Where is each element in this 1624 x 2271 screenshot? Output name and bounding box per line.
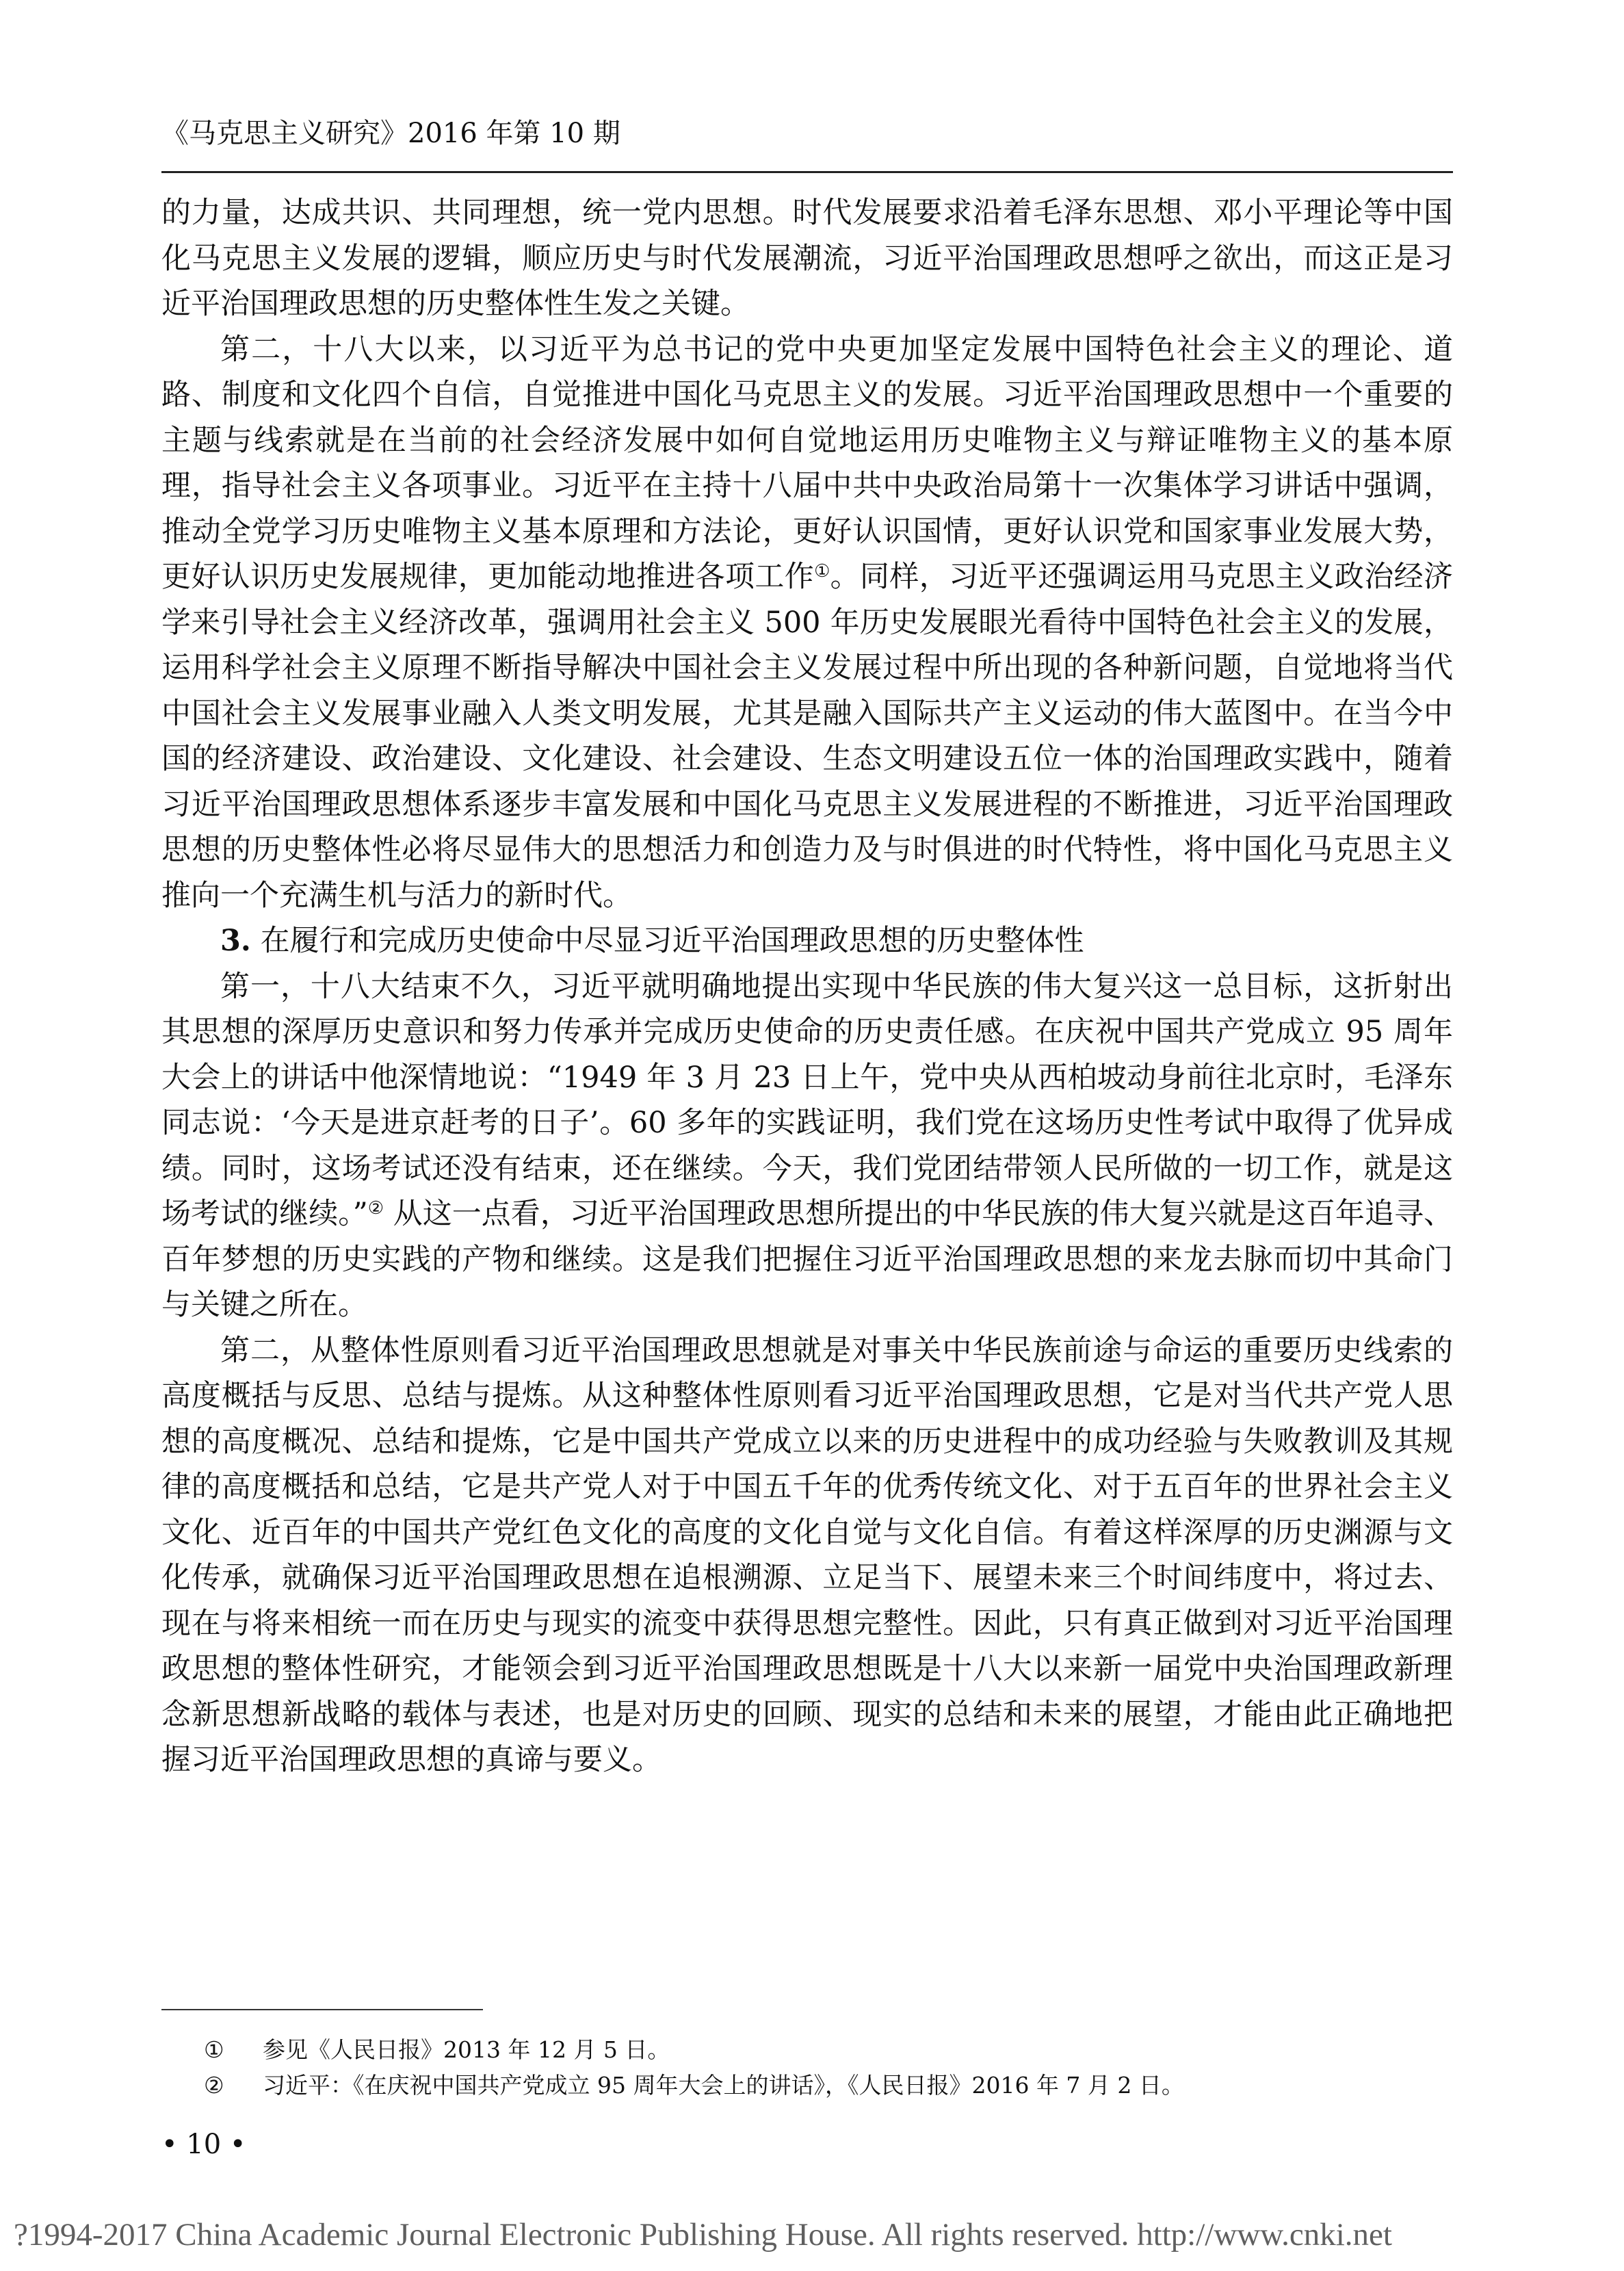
article-body [161, 190, 1453, 1783]
paragraph-3 [161, 964, 1453, 1328]
copyright-watermark: ?1994-2017 China Academic Journal Electronic Publishing House. All rights reserved. http://www.cnki.net [14, 2217, 1392, 2253]
header-rule [161, 171, 1453, 173]
footnote-separator [161, 2009, 483, 2010]
footnote-2 [161, 2068, 1453, 2103]
paragraph-3-text-b: 从这一点看，习近平治国理政思想所提出的中华民族的伟大复兴就是这百年追寻、百年梦想的历史实践的产物和继续。这是我们把握住习近平治国理政思想的来龙去脉而切中其命门与关键之所在。 [161, 1197, 1453, 1322]
page-number: • 10 • [161, 2129, 246, 2160]
footnote-2-mark: ② [204, 2072, 224, 2099]
paragraph-3-text-a: 第一，十八大结束不久，习近平就明确地提出实现中华民族的伟大复兴这一总目标，这折射出其思想的深厚历史意识和努力传承并完成历史使命的历史责任感。在庆祝中国共产党成立 95 周年大会上的讲话中他深情地说：“1949 年 3 月 23 日上午，党中央从西柏坡动身前往北京时，毛泽东同志说：‘今天是进京赶考的日子’。60 多年的实践证明，我们党在这场历史性考试中取得了优异成绩。同时，这场考试还没有结束，还在继续。今天，我们党团结带领人民所做的一切工作，就是这场考试的继续。” [161, 969, 1453, 1231]
section-heading-number: 3. [220, 924, 251, 958]
footnote-1-text: 参见《人民日报》2013 年 12 月 5 日。 [263, 2036, 670, 2063]
section-heading-3 [161, 918, 1453, 964]
section-heading-text: 在履行和完成历史使命中尽显习近平治国理政思想的历史整体性 [260, 924, 1084, 958]
footnote-1 [161, 2032, 1453, 2068]
running-header: 《马克思主义研究》2016 年第 10 期 [161, 118, 620, 149]
footnote-2-text: 习近平：《在庆祝中国共产党成立 95 周年大会上的讲话》，《人民日报》2016 年 7 月 2 日。 [263, 2072, 1184, 2099]
footnote-ref-2: ② [367, 1197, 384, 1219]
paragraph-2-text-a: 第二，十八大以来，以习近平为总书记的党中央更加坚定发展中国特色社会主义的理论、道路、制度和文化四个自信，自觉推进中国化马克思主义的发展。习近平治国理政思想中一个重要的主题与线索就是在当前的社会经济发展中如何自觉地运用历史唯物主义与辩证唯物主义的基本原理，指导社会主义各项事业。习近平在主持十八届中共中央政治局第十一次集体学习讲话中强调，推动全党学习历史唯物主义基本原理和方法论，更好认识国情，更好认识党和国家事业发展大势，更好认识历史发展规律，更加能动地推进各项工作 [161, 332, 1453, 594]
paragraph-2-text-b: 。同样，习近平还强调运用马克思主义政治经济学来引导社会主义经济改革，强调用社会主义 500 年历史发展眼光看待中国特色社会主义的发展，运用科学社会主义原理不断指导解决中国社会主义发展过程中所出现的各种新问题，自觉地将当代中国社会主义发展事业融入人类文明发展，尤其是融入国际共产主义运动的伟大蓝图中。在当今中国的经济建设、政治建设、文化建设、社会建设、生态文明建设五位一体的治国理政实践中，随着习近平治国理政思想体系逐步丰富发展和中国化马克思主义发展进程的不断推进，习近平治国理政思想的历史整体性必将尽显伟大的思想活力和创造力及与时俱进的时代特性，将中国化马克思主义推向一个充满生机与活力的新时代。 [161, 560, 1454, 913]
paragraph-2 [161, 327, 1453, 919]
paragraph-1: 的力量，达成共识、共同理想，统一党内思想。时代发展要求沿着毛泽东思想、邓小平理论等中国化马克思主义发展的逻辑，顺应历史与时代发展潮流，习近平治国理政思想呼之欲出，而这正是习近平治国理政思想的历史整体性生发之关键。 [161, 196, 1453, 321]
paragraph-4: 第二，从整体性原则看习近平治国理政思想就是对事关中华民族前途与命运的重要历史线索的高度概括与反思、总结与提炼。从这种整体性原则看习近平治国理政思想，它是对当代共产党人思想的高度概况、总结和提炼，它是中国共产党成立以来的历史进程中的成功经验与失败教训及其规律的高度概括和总结，它是共产党人对于中国五千年的优秀传统文化、对于五百年的世界社会主义文化、近百年的中国共产党红色文化的高度的文化自觉与文化自信。有着这样深厚的历史渊源与文化传承，就确保习近平治国理政思想在追根溯源、立足当下、展望未来三个时间纬度中，将过去、现在与将来相统一而在历史与现实的流变中获得思想完整性。因此，只有真正做到对习近平治国理政思想的整体性研究，才能领会到习近平治国理政思想既是十八大以来新一届党中央治国理政新理念新思想新战略的载体与表述，也是对历史的回顾、现实的总结和未来的展望，才能由此正确地把握习近平治国理政思想的真谛与要义。 [161, 1333, 1453, 1777]
footnotes [161, 2032, 1453, 2103]
footnote-ref-1: ① [814, 560, 830, 582]
footnote-1-mark: ① [204, 2036, 224, 2063]
